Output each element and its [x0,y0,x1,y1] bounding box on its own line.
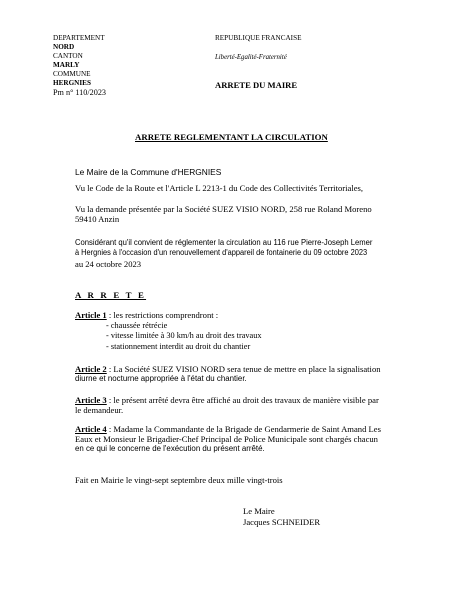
article-3-line1 [75,395,379,405]
article-1-item: - chaussée rétrécie [106,321,168,330]
fait-en-mairie: Fait en Mairie le vingt-sept septembre deux mille vingt-trois [75,475,283,485]
header-hergnies: HERGNIES [53,79,91,87]
header-devise: Liberté-Egalité-Fraternité [215,54,287,61]
article-1-text: : les restrictions comprendront : [106,310,219,320]
article-2-line1 [75,364,381,374]
header-republique: REPUBLIQUE FRANCAISE [215,34,302,42]
vu-code-route: Vu le Code de la Route et l'Article L 2213-1 du Code des Collectivités Territoriales, [75,183,364,193]
header-reference: Pm n° 110/2023 [53,88,107,97]
document-title: ARRETE REGLEMENTANT LA CIRCULATION [135,132,328,142]
article-4-line1 [75,424,381,434]
article-1-label: Article 1 [75,310,107,320]
intro-maire: Le Maire de la Commune d'HERGNIES [75,167,222,177]
considerant-line3: au 24 octobre 2023 [75,259,142,269]
article-1 [75,310,218,320]
article-2-text: : La Société SUEZ VISIO NORD sera tenue de mettre en place la signalisation [106,364,381,374]
header-departement: DEPARTEMENT [53,34,105,42]
considerant-line1: Considérant qu'il convient de réglementer la circulation au 116 rue Pierre-Joseph Lemer [75,238,373,247]
article-2-line2: diurne et nocturne appropriée à l'état du chantier. [75,374,247,383]
vu-demande-line2: 59410 Anzin [75,214,120,224]
article-4-text: : Madame la Commandante de la Brigade de Gendarmerie de Saint Amand Les [106,424,381,434]
header-arrete-du-maire: ARRETE DU MAIRE [215,80,298,90]
header-marly: MARLY [53,61,80,69]
article-4-line2: Eaux et Monsieur le Brigadier-Chef Principal de Police Municipale sont chargés chacun [75,434,378,444]
arrete-heading: A R R E T E [75,290,147,300]
signature-name: Jacques SCHNEIDER [243,517,321,527]
vu-demande-line1: Vu la demande présentée par la Société SUEZ VISIO NORD, 258 rue Roland Moreno [75,204,372,214]
article-3-text: : le présent arrêté devra être affiché au droit des travaux de manière visible par [106,395,379,405]
header-canton: CANTON [53,52,83,60]
article-4-label: Article 4 [75,424,107,434]
considerant-line2: à Hergnies à l'occasion d'un renouvellement d'appareil de fontainerie du 09 octobre 2023 [75,248,368,257]
article-3-label: Article 3 [75,395,107,405]
article-1-item: - vitesse limitée à 30 km/h au droit des travaux [106,331,262,340]
signature-role: Le Maire [243,506,275,516]
article-1-item: - stationnement interdit au droit du chantier [106,342,251,351]
article-4-line3: en ce qui le concerne de l'exécution du présent arrêté. [75,444,265,453]
article-3-line2: le demandeur. [75,405,124,415]
article-2-label: Article 2 [75,364,107,374]
header-commune: COMMUNE [53,70,91,78]
header-nord: NORD [53,43,75,51]
